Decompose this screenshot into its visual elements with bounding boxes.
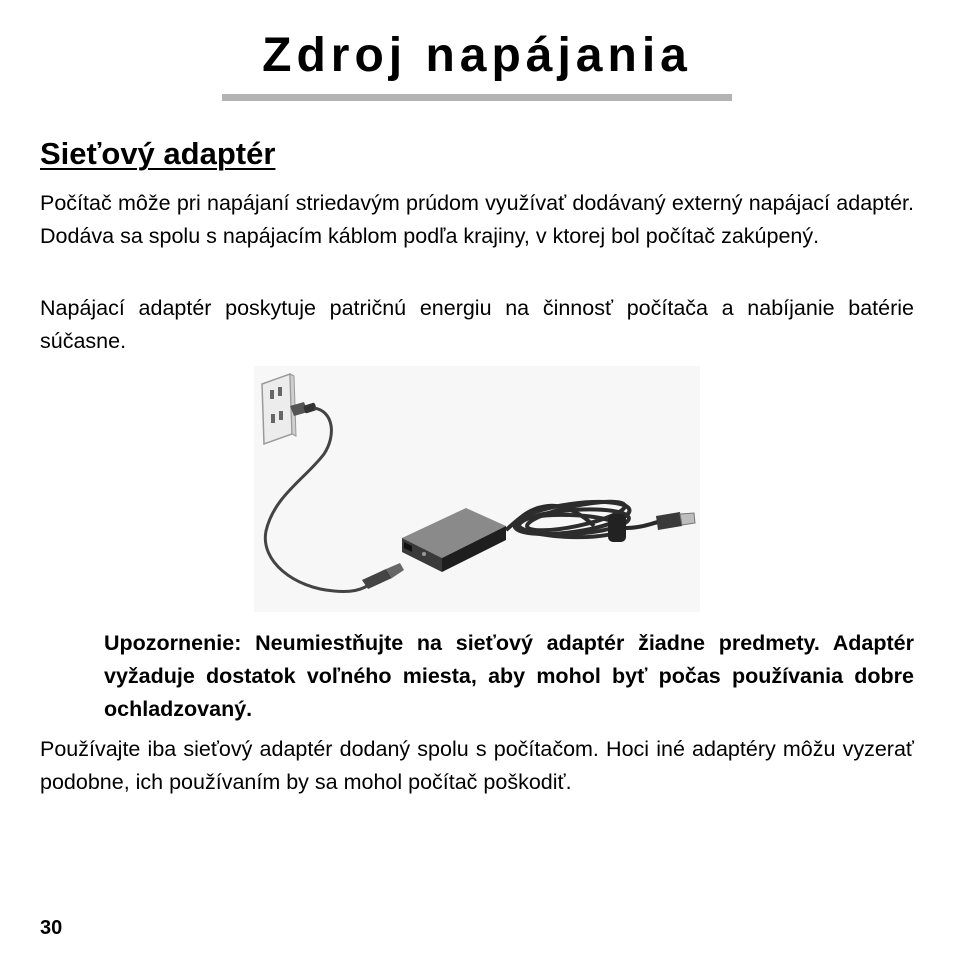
page-number: 30	[40, 917, 63, 939]
warning-note: Upozornenie: Neumiestňujte na sieťový adaptér žiadne predmety. Adaptér vyžaduje dostatok voľného miesta, aby mohol byť počas používania dobre ochladzovaný.	[104, 631, 914, 721]
paragraph-energy: Napájací adaptér poskytuje patričnú energiu na činnosť počítača a nabíjanie batérie súčasne.	[40, 296, 914, 353]
title-underline	[222, 94, 732, 101]
ac-adapter-illustration	[254, 366, 700, 612]
page-title: Zdroj napájania	[262, 29, 692, 82]
paragraph-intro: Počítač môže pri napájaní striedavým prúdom využívať dodávaný externý napájací adaptér. Dodáva sa spolu s napájacím káblom podľa krajiny, v ktorej bol počítač zakúpený.	[40, 191, 914, 248]
section-heading: Sieťový adaptér	[40, 136, 276, 171]
wall-outlet-icon	[262, 374, 296, 444]
paragraph-closing: Používajte iba sieťový adaptér dodaný spolu s počítačom. Hoci iné adaptéry môžu vyzerať podobne, ich používaním by sa mohol počítač poškodiť.	[40, 737, 914, 794]
